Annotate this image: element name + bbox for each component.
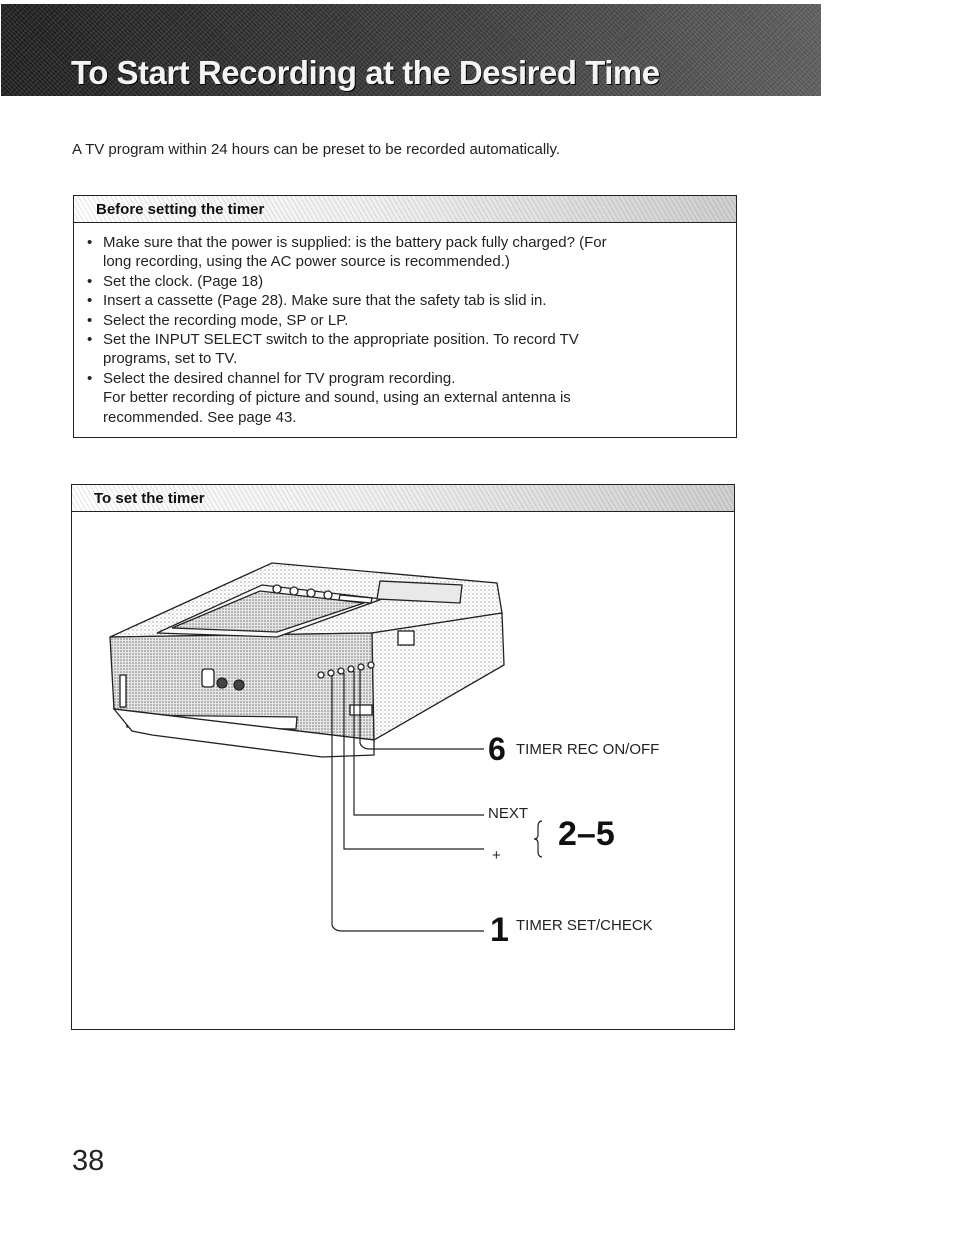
- before-setting-header: [74, 196, 736, 223]
- list-item: long recording, using the AC power source is recommended.): [103, 253, 510, 271]
- list-item: • Select the recording mode, SP or LP.: [86, 311, 726, 330]
- title-banner: [1, 4, 821, 96]
- intro-text: A TV program within 24 hours can be preset to be recorded automatically.: [72, 141, 561, 158]
- timer-set-label: TIMER SET/CHECK: [516, 917, 653, 934]
- list-item: • Set the clock. (Page 18): [86, 272, 726, 291]
- before-setting-list: [86, 233, 726, 427]
- list-item: • Select the desired channel for TV program recording.: [86, 369, 726, 388]
- plus-label: +: [492, 847, 501, 864]
- list-item: programs, set to TV.: [103, 350, 238, 368]
- list-item: For better recording of picture and sound, using an external antenna is: [103, 389, 571, 407]
- set-timer-heading: To set the timer: [94, 490, 205, 507]
- page-number: 38: [72, 1145, 105, 1177]
- before-setting-box: [73, 195, 737, 438]
- step-1-number: 1: [490, 911, 509, 949]
- list-item: • Set the INPUT SELECT switch to the appropriate position. To record TV: [86, 330, 726, 349]
- before-setting-heading: Before setting the timer: [96, 201, 265, 218]
- steps-2-5-label: 2–5: [558, 815, 615, 853]
- vcr-device: [110, 563, 504, 757]
- list-item: • Insert a cassette (Page 28). Make sure that the safety tab is slid in.: [86, 291, 726, 310]
- timer-rec-label: TIMER REC ON/OFF: [516, 741, 660, 758]
- list-item: recommended. See page 43.: [103, 408, 297, 426]
- list-item: • Make sure that the power is supplied: is the battery pack fully charged? (For: [86, 233, 726, 252]
- next-label: NEXT: [488, 805, 529, 822]
- step-6-number: 6: [488, 731, 506, 767]
- set-timer-box: [71, 484, 735, 1030]
- page-title: To Start Recording at the Desired Time: [71, 54, 660, 91]
